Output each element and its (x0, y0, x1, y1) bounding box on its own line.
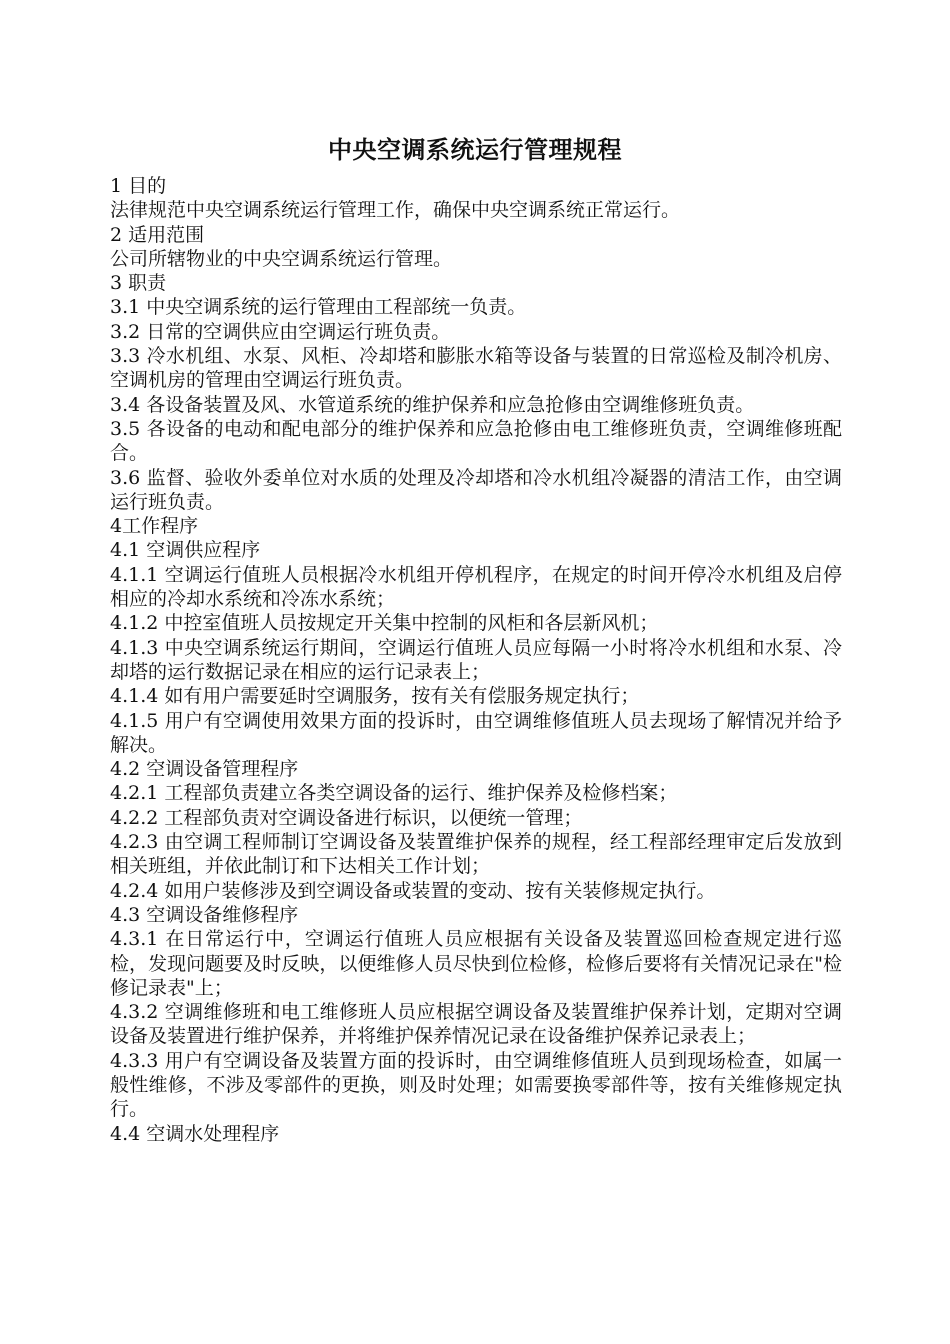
section-heading: 1 目的 (110, 175, 167, 197)
paragraph: 3.4 各设备装置及风、水管道系统的维护保养和应急抢修由空调维修班负责。 (110, 393, 755, 416)
paragraph: 4.1.4 如有用户需要延时空调服务，按有关有偿服务规定执行； (110, 685, 640, 708)
paragraph: 4.1.5 用户有空调使用效果方面的投诉时，由空调维修值班人员去现场了解情况并给予解决。 (110, 709, 842, 756)
subsection-heading: 4.4 空调水处理程序 (110, 1122, 280, 1145)
paragraph: 4.2.2 工程部负责对空调设备进行标识，以便统一管理； (110, 806, 583, 829)
paragraph: 4.2.1 工程部负责建立各类空调设备的运行、维护保养及检修档案； (110, 782, 678, 805)
paragraph: 4.3.3 用户有空调设备及装置方面的投诉时，由空调维修值班人员到现场检查，如属一般性维修，不涉及零部件的更换，则及时处理；如需要换零部件等，按有关维修规定执行。 (110, 1049, 842, 1121)
paragraph: 4.1.2 中控室值班人员按规定开关集中控制的风柜和各层新风机； (110, 612, 659, 635)
paragraph: 公司所辖物业的中央空调系统运行管理。 (110, 247, 453, 270)
paragraph: 4.1.3 中央空调系统运行期间，空调运行值班人员应每隔一小时将冷水机组和水泵、冷却塔的运行数据记录在相应的运行记录表上； (110, 636, 842, 683)
paragraph: 3.6 监督、验收外委单位对水质的处理及冷却塔和冷水机组冷凝器的清洁工作，由空调运行班负责。 (110, 466, 842, 513)
paragraph: 3.2 日常的空调供应由空调运行班负责。 (110, 320, 451, 343)
paragraph: 4.2.4 如用户装修涉及到空调设备或装置的变动、按有关装修规定执行。 (110, 879, 716, 902)
paragraph: 3.1 中央空调系统的运行管理由工程部统一负责。 (110, 296, 527, 319)
subsection-heading: 4.2 空调设备管理程序 (110, 758, 299, 781)
section-heading: 4工作程序 (110, 515, 199, 538)
section-heading: 3 职责 (110, 272, 167, 295)
subsection-heading: 4.3 空调设备维修程序 (110, 903, 299, 926)
document-title: 中央空调系统运行管理规程 (328, 136, 622, 164)
document-body (110, 174, 842, 1146)
paragraph: 4.3.2 空调维修班和电工维修班人员应根据空调设备及装置维护保养计划，定期对空调设备及装置进行维护保养，并将维护保养情况记录在设备维护保养记录表上； (110, 1001, 842, 1048)
paragraph: 4.3.1 在日常运行中，空调运行值班人员应根据有关设备及装置巡回检查规定进行巡检，发现问题要及时反映，以便维修人员尽快到位检修，检修后要将有关情况记录在"检修记录表"上； (110, 928, 842, 999)
section-heading: 2 适用范围 (110, 223, 205, 246)
paragraph: 3.5 各设备的电动和配电部分的维护保养和应急抢修由电工维修班负责，空调维修班配合。 (110, 417, 842, 465)
paragraph: 4.2.3 由空调工程师制订空调设备及装置维护保养的规程，经工程部经理审定后发放到相关班组，并依此制订和下达相关工作计划； (110, 831, 842, 878)
paragraph: 3.3 冷水机组、水泵、风柜、冷却塔和膨胀水箱等设备与装置的日常巡检及制冷机房、空调机房的管理由空调运行班负责。 (110, 345, 842, 392)
paragraph: 4.1.1 空调运行值班人员根据冷水机组开停机程序，在规定的时间开停冷水机组及启停相应的冷却水系统和冷冻水系统； (110, 563, 842, 611)
subsection-heading: 4.1 空调供应程序 (110, 539, 261, 562)
paragraph: 法律规范中央空调系统运行管理工作，确保中央空调系统正常运行。 (110, 199, 681, 222)
